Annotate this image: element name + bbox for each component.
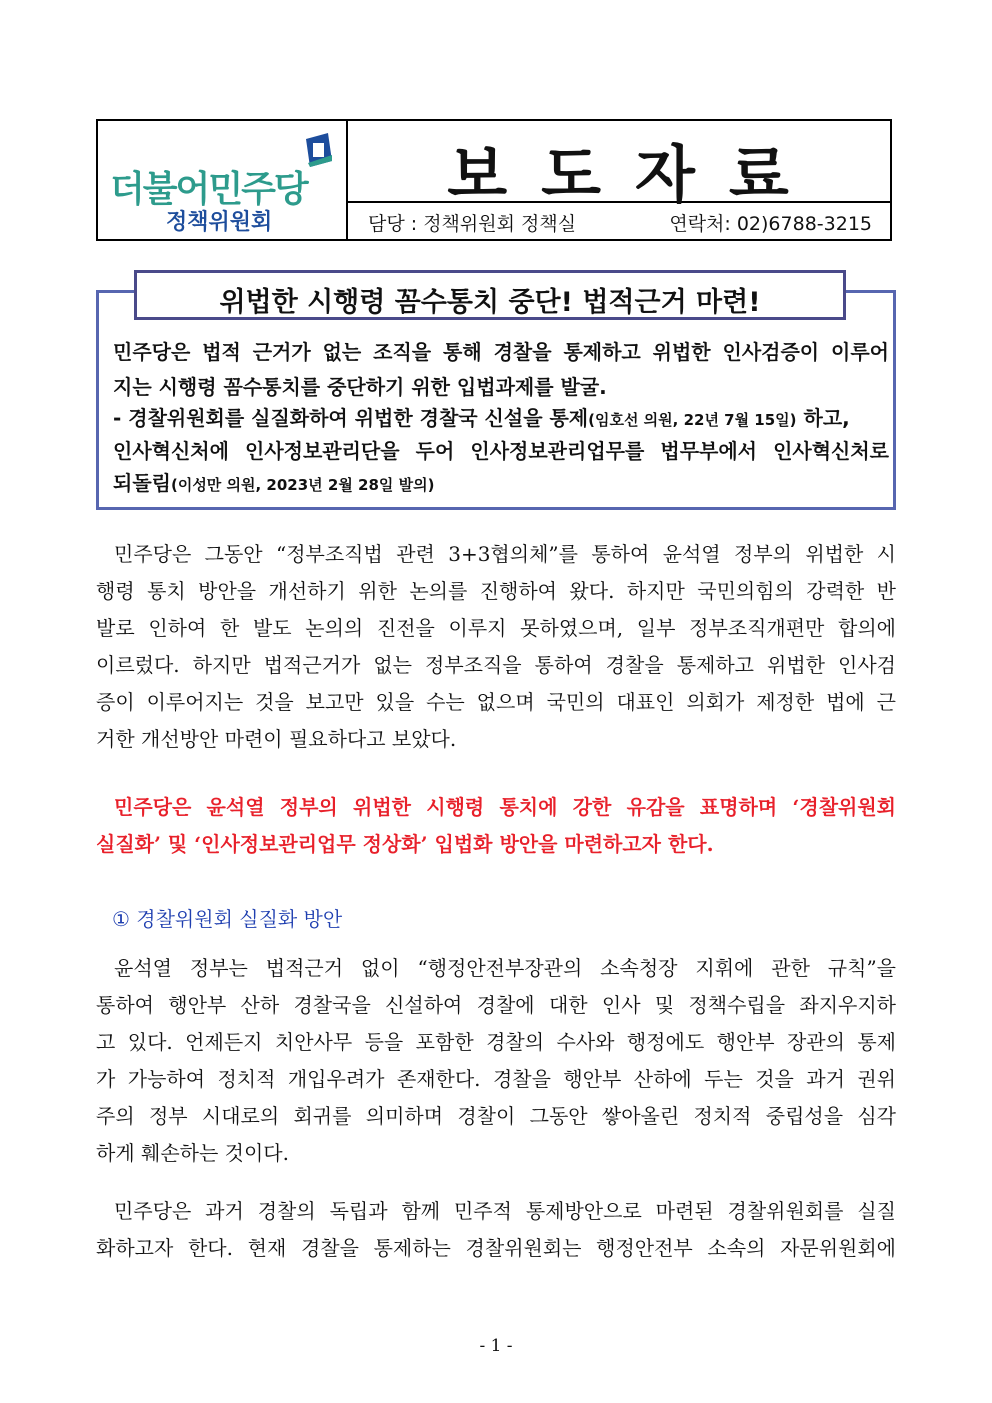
contact-person: 담당 : 정책위원회 정책실: [368, 213, 577, 235]
paragraph2-line: 하게 훼손하는 것이다.: [96, 1141, 289, 1165]
paragraph1-line: 발로 인하여 한 발도 논의의 진전을 이루지 못하였으며, 일부 정부조직개편만 합의에: [96, 616, 896, 640]
paragraph2-line: 통하여 행안부 산하 경찰국을 신설하여 경찰에 대한 인사 및 정책수립을 좌지우지하: [96, 993, 896, 1017]
party-name: 더불어민주당: [110, 169, 307, 210]
press-release-header: [96, 119, 892, 241]
paragraph2-line: 가 가능하여 정치적 개입우려가 존재한다. 경찰을 행안부 산하에 두는 것을 과거 권위: [96, 1067, 896, 1091]
page-number: - 1 -: [479, 1336, 513, 1356]
paragraph3-line: 화하고자 한다. 현재 경찰을 통제하는 경찰위원회는 행정안전부 소속의 자문위원회에: [96, 1236, 896, 1260]
red-statement-line: 실질화’ 및 ‘인사정보관리업무 정상화’ 입법화 방안을 마련하고자 한다.: [96, 832, 714, 856]
paragraph1-line: 민주당은 그동안 “정부조직법 관련 3+3협의체”를 통하여 윤석열 정부의 위법한 시: [114, 542, 896, 566]
headline: 위법한 시행령 꼼수통치 중단! 법적근거 마련!: [219, 287, 761, 318]
contact-phone: 연락처: 02)6788-3215: [669, 213, 872, 235]
paragraph1-line: 이르렀다. 하지만 법적근거가 없는 정부조직을 통하여 경찰을 통제하고 위법한 인사검: [96, 653, 896, 677]
summary-line-3-main: - 경찰위원회를 실질화하여 위법한 경찰국 신설을 통제: [113, 406, 589, 430]
paragraph2-line: 고 있다. 언제든지 치안사무 등을 포함한 경찰의 수사와 행정에도 행안부 장관의 통제: [96, 1030, 896, 1054]
document-title: 보도자료: [447, 138, 823, 211]
summary-line-5: [113, 467, 889, 496]
contact-row: [346, 201, 890, 239]
paragraph2-line: 윤석열 정부는 법적근거 없이 “행정안전부장관의 소속청장 지휘에 관한 규칙”을: [114, 956, 896, 980]
party-logo-mark-icon: [304, 133, 334, 167]
paragraph3-line: 민주당은 과거 경찰의 독립과 함께 민주적 통제방안으로 마련된 경찰위원회를 실질: [114, 1199, 896, 1223]
summary-line-3: [113, 402, 889, 431]
headline-box: [134, 270, 846, 320]
summary-line-4: 인사혁신처에 인사정보관리단을 두어 인사정보관리업무를 법무부에서 인사혁신처로: [113, 439, 889, 463]
summary-line-1: 민주당은 법적 근거가 없는 조직을 통해 경찰을 통제하고 위법한 인사검증이 이루어: [113, 340, 889, 364]
party-logo: [98, 121, 348, 239]
summary-line-3-note: (임호선 의원, 22년 7월 15일): [588, 411, 797, 429]
paragraph1-line: 증이 이루어지는 것을 보고만 있을 수는 없으며 국민의 대표인 의회가 제정한 법에 근: [96, 690, 896, 714]
summary-line-2: 지는 시행령 꼼수통치를 중단하기 위한 입법과제를 발굴.: [113, 375, 607, 399]
title-cell: [346, 121, 890, 211]
summary-line-3-end: 하고,: [796, 406, 850, 430]
paragraph2-line: 주의 정부 시대로의 회귀를 의미하며 경찰이 그동안 쌓아올린 정치적 중립성을 심각: [96, 1104, 896, 1128]
paragraph1-line: 거한 개선방안 마련이 필요하다고 보았다.: [96, 727, 457, 751]
section-title: ① 경찰위원회 실질화 방안: [112, 907, 343, 931]
party-committee: 정책위원회: [166, 210, 273, 235]
summary-line-5-main: 되돌림: [113, 471, 171, 495]
summary-line-5-note: (이성만 의원, 2023년 2월 28일 발의): [170, 476, 435, 494]
red-statement-line: 민주당은 윤석열 정부의 위법한 시행령 통치에 강한 유감을 표명하며 ‘경찰위원회: [114, 795, 896, 819]
paragraph1-line: 행령 통치 방안을 개선하기 위한 논의를 진행하여 왔다. 하지만 국민의힘의 강력한 반: [96, 579, 896, 603]
